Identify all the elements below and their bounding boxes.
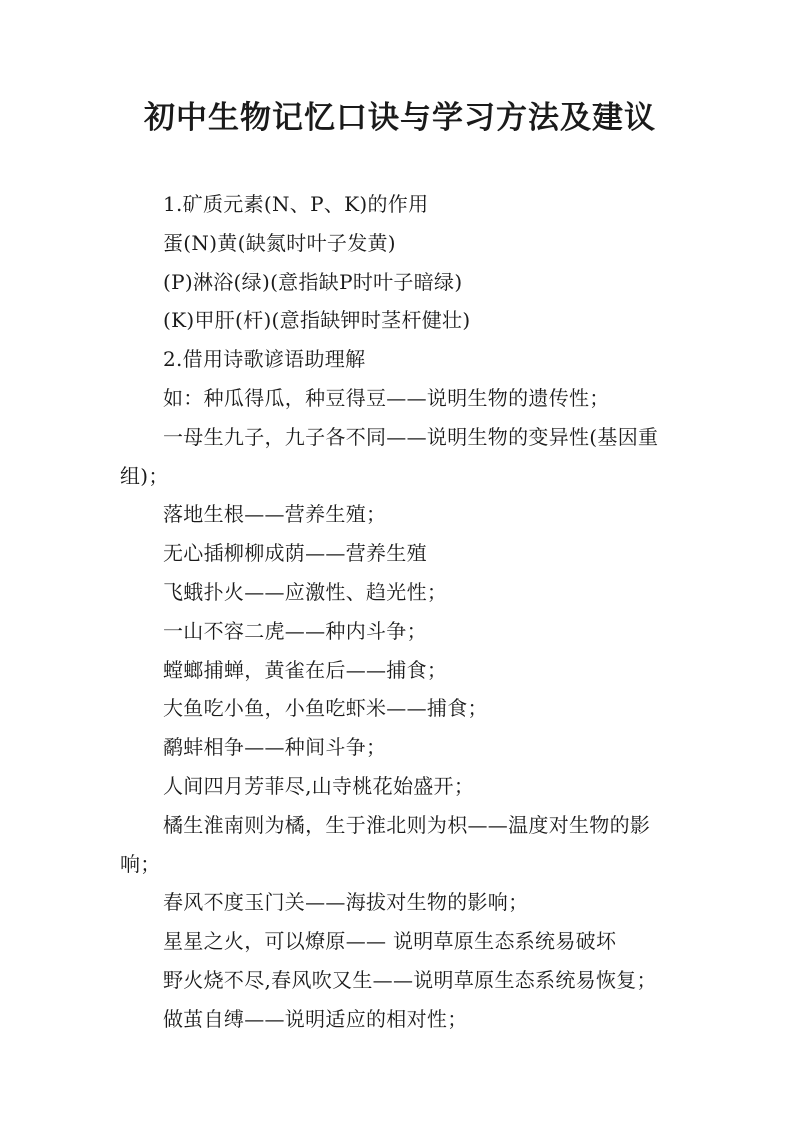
paragraph: 大鱼吃小鱼，小鱼吃虾米——捕食；	[163, 696, 488, 721]
paragraph: 螳螂捕蝉，黄雀在后——捕食；	[163, 657, 448, 682]
paragraph: (K)甲肝(杆)(意指缺钾时茎杆健壮)	[163, 308, 471, 333]
paragraph: 鹬蚌相争——种间斗争；	[163, 735, 387, 760]
paragraph: 如：种瓜得瓜，种豆得豆——说明生物的遗传性；	[163, 385, 610, 410]
paragraph: 一母生九子，九子各不同——说明生物的变异性(基因重组)；	[120, 424, 659, 488]
paragraph: 人间四月芳菲尽,山寺桃花始盛开；	[163, 773, 475, 798]
paragraph: 蛋(N)黄(缺氮时叶子发黄)	[163, 230, 396, 255]
paragraph: 做茧自缚——说明适应的相对性；	[163, 1006, 468, 1031]
paragraph: 春风不度玉门关——海拔对生物的影响；	[163, 890, 529, 915]
paragraph: (P)淋浴(绿)(意指缺P时叶子暗绿)	[163, 269, 463, 294]
paragraph: 一山不容二虎——种内斗争；	[163, 618, 427, 643]
paragraph: 野火烧不尽,春风吹又生——说明草原生态系统易恢复；	[163, 967, 657, 992]
paragraph: 橘生淮南则为橘，生于淮北则为枳——温度对生物的影响；	[120, 812, 651, 876]
paragraph: 飞蛾扑火——应激性、趋光性；	[163, 579, 448, 604]
paragraph: 落地生根——营养生殖；	[163, 502, 387, 527]
paragraph: 星星之火，可以燎原—— 说明草原生态系统易破坏	[163, 929, 617, 954]
document-title: 初中生物记忆口诀与学习方法及建议	[144, 100, 656, 136]
paragraph: 1.矿质元素(N、P、K)的作用	[163, 192, 429, 216]
document-body	[120, 185, 690, 1039]
paragraph: 2.借用诗歌谚语助理解	[163, 347, 366, 372]
paragraph: 无心插柳柳成荫——营养生殖	[163, 541, 427, 566]
